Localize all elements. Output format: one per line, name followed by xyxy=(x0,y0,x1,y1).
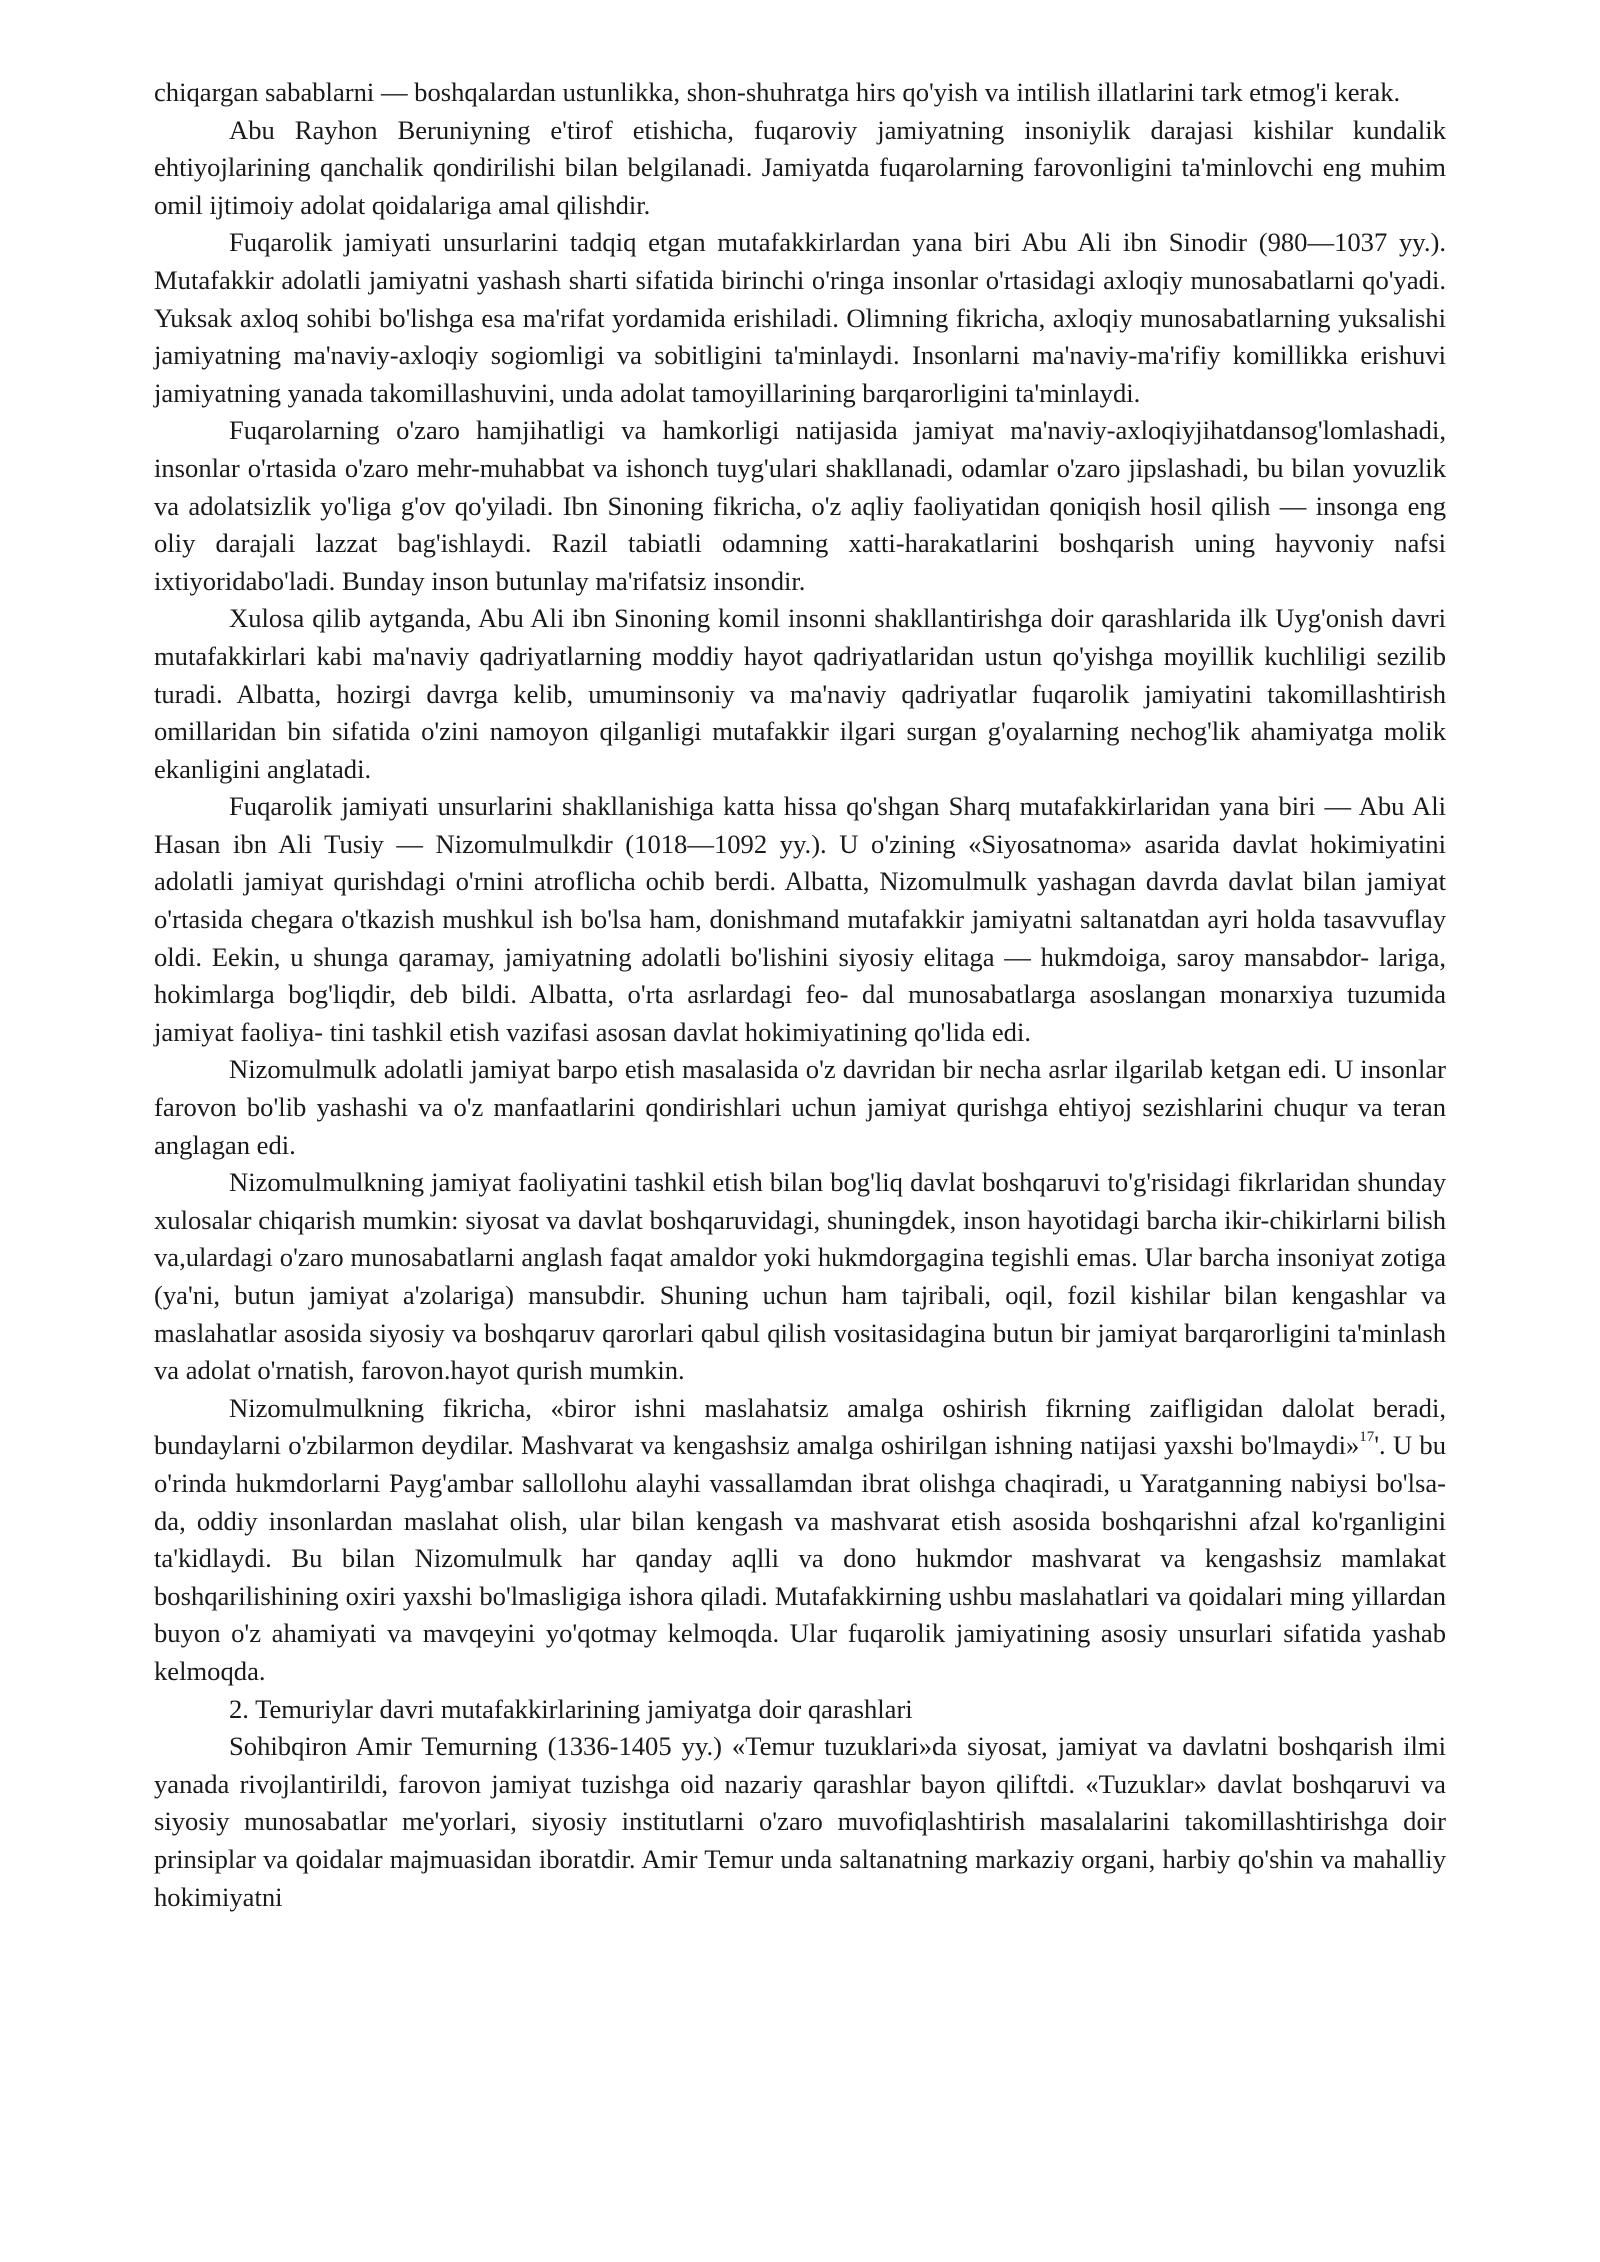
paragraph-1: chiqargan sabablarni — boshqalardan ustunlikka, shon-shuhratga hirs qo'yish va intilish illatlarini tark etmog'i kerak. xyxy=(154,77,1401,107)
document-body xyxy=(154,74,1446,1916)
paragraph-9-text-after: '. U bu o'rinda hukmdorlarni Payg'ambar sallollohu alayhi vassallamdan ibrat olishga chaqiradi, u Yaratganning nabiysi bo'lsa-da, oddiy insonlardan maslahat olish, ular bilan kengash va mashvarat etish asosida boshqarishni afzal ko'rganligini ta'kidlaydi. Bu bilan Nizomulmulk har qanday aqlli va dono hukmdor mashvarat va kengashsiz mamlakat boshqarilishining oxiri yaxshi bo'lmasligiga ishora qiladi. Mutafakkirning ushbu maslahatlari va qoidalari ming yillardan buyon o'z ahamiyati va mavqeyini yo'qotmay kelmoqda. Ular fuqarolik jamiyatining asosiy unsurlari sifatida yashab kelmoqda. xyxy=(154,1430,1447,1686)
paragraph-8: Nizomulmulkning jamiyat faoliyatini tashkil etish bilan bog'liq davlat boshqaruvi to'g'risidagi fikrlaridan shunday xulosalar chiqarish mumkin: siyosat va davlat boshqaruvidagi, shuningdek, inson hayotidagi barcha ikir-chikirlarni bilish va,ulardagi o'zaro munosabatlarni anglash faqat amaldor yoki hukmdorgagina tegishli emas. Ular barcha insoniyat zotiga (ya'ni, butun jamiyat a'zolariga) mansubdir. Shuning uchun ham tajribali, oqil, fozil kishilar bilan kengashlar va maslahatlar asosida siyosiy va boshqaruv qarorlari qabul qilish vositasidagina butun bir jamiyat barqarorligini ta'minlash va adolat o'rnatish, farovon.hayot qurish mumkin. xyxy=(154,1167,1446,1386)
paragraph-6: Fuqarolik jamiyati unsurlarini shakllanishiga katta hissa qo'shgan Sharq mutafakkirlaridan yana biri — Abu Ali Hasan ibn Ali Tusiy — Nizomulmulkdir (1018—1092 yy.). U o'zining «Siyosatnoma» asarida davlat hokimiyatini adolatli jamiyat qurishdagi o'rnini atroflicha ochib berdi. Albatta, Nizomulmulk yashagan davrda davlat bilan jamiyat o'rtasida chegara o'tkazish mushkul ish bo'lsa ham, donishmand mutafakkir jamiyatni saltanatdan ayri holda tasavvuflay oldi. Eekin, u shunga qaramay, jamiyatning adolatli bo'lishini siyosiy elitaga — hukmdoiga, saroy mansabdor- lariga, hokimlarga bog'liqdir, deb bildi. Albatta, o'rta asrlardagi feo- dal munosabatlarga asoslangan monarxiya tuzumida jamiyat faoliya- tini tashkil etish vazifasi asosan davlat hokimiyatining qo'lida edi. xyxy=(154,791,1446,1047)
paragraph-3: Fuqarolik jamiyati unsurlarini tadqiq etgan mutafakkirlardan yana biri Abu Ali ibn Sinodir (980—1037 yy.). Mutafakkir adolatli jamiyatni yashash sharti sifatida birinchi o'ringa insonlar o'rtasidagi axloqiy munosabatlarni qo'yadi. Yuksak axloq sohibi bo'lishga esa ma'rifat yordamida erishiladi. Olimning fikricha, axloqiy munosabatlarning yuksalishi jamiyatning ma'naviy-axloqiy sogiomligi va sobitligini ta'minlaydi. Insonlarni ma'naviy-ma'rifiy komillikka erishuvi jamiyatning yanada takomillashuvini, unda adolat tamoyillarining barqarorligini ta'minlaydi. xyxy=(154,227,1446,408)
paragraph-11: Sohibqiron Amir Temurning (1336-1405 yy.) «Temur tuzuklari»da siyosat, jamiyat va davlatni boshqarish ilmi yanada rivojlantirildi, farovon jamiyat tuzishga oid nazariy qarashlar bayon qiliftdi. «Tuzuklar» davlat boshqaruvi va siyosiy munosabatlar me'yorlari, siyosiy institutlarni o'zaro muvofiqlashtirish masalalarini takomillashtirishga doir prinsiplar va qoidalar majmuasidan iboratdir. Amir Temur unda saltanatning markaziy organi, harbiy qo'shin va mahalliy hokimiyatni xyxy=(154,1731,1446,1912)
paragraph-4: Fuqarolarning o'zaro hamjihatligi va hamkorligi natijasida jamiyat ma'naviy-axloqiyjihatdansog'lomlashadi, insonlar o'rtasida o'zaro mehr-muhabbat va ishonch tuyg'ulari shakllanadi, odamlar o'zaro jipslashadi, bu bilan yovuzlik va adolatsizlik yo'liga g'ov qo'yiladi. Ibn Sinoning fikricha, o'z aqliy faoliyatidan qoniqish hosil qilish — insonga eng oliy darajali lazzat bag'ishlaydi. Razil tabiatli odamning xatti-harakatlarini boshqarish uning hayvoniy nafsi ixtiyoridabo'ladi. Bunday inson butunlay ma'rifatsiz insondir. xyxy=(154,415,1446,596)
paragraph-2: Abu Rayhon Beruniyning e'tirof etishicha, fuqaroviy jamiyatning insoniylik darajasi kishilar kundalik ehtiyojlarining qanchalik qondirilishi bilan belgilanadi. Jamiyatda fuqarolarning farovonligini ta'minlovchi eng muhim omil ijtimoiy adolat qoidalariga amal qilishdir. xyxy=(154,114,1446,220)
paragraph-5: Xulosa qilib aytganda, Abu Ali ibn Sinoning komil insonni shakllantirishga doir qarashlarida ilk Uyg'onish davri mutafakkirlari kabi ma'naviy qadriyatlarning moddiy hayot qadriyatlaridan ustun qo'yishga moyillik kuchliligi sezilib turadi. Albatta, hozirgi davrga kelib, umuminsoniy va ma'naviy qadriyatlar fuqarolik jamiyatini takomillashtirish omillaridan bin sifatida o'zini namoyon qilganligi mutafakkir ilgari surgan g'oyalarning nechog'lik ahamiyatga molik ekanligini anglatadi. xyxy=(154,603,1446,784)
section-heading: 2. Temuriylar davri mutafakkirlarining jamiyatga doir qarashlari xyxy=(229,1693,913,1724)
footnote-ref: 17 xyxy=(1359,1429,1375,1446)
paragraph-9 xyxy=(154,1390,1446,1691)
paragraph-9-text-before: Nizomulmulkning fikricha, «biror ishni maslahatsiz amalga oshirish fikrning zaifligidan dalolat beradi, bundaylarni o'zbilarmon deydilar. Mashvarat va kengashsiz amalga oshirilgan ishning natijasi yaxshi bo'lmaydi» xyxy=(154,1392,1446,1461)
paragraph-7: Nizomulmulk adolatli jamiyat barpo etish masalasida o'z davridan bir necha asrlar ilgarilab ketgan edi. U insonlar farovon bo'lib yashashi va o'z manfaatlarini qondirishlari uchun jamiyat qurishga ehtiyoj sezishlarini chuqur va teran anglagan edi. xyxy=(154,1054,1446,1160)
